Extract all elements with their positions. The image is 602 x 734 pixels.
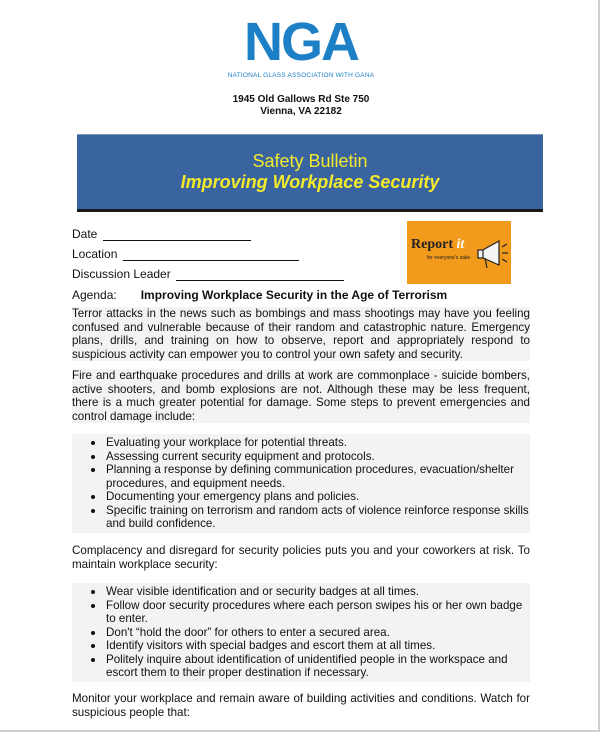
- date-label: Date: [72, 227, 98, 241]
- banner-title: Safety Bulletin: [252, 151, 368, 171]
- location-field: [72, 247, 299, 261]
- list-item: Politely inquire about identification of unidentified people in the workspace and escort them to their proper destination if necessary.: [72, 653, 530, 680]
- list-item: Documenting your emergency plans and policies.: [72, 490, 530, 504]
- safety-banner: [77, 134, 543, 212]
- security-rules-list: [72, 583, 530, 682]
- agenda-label: Agenda:: [72, 288, 117, 302]
- leader-field: [72, 267, 344, 281]
- list-item: Don't “hold the door” for others to enter a secured area.: [72, 626, 530, 640]
- address-line-1: 1945 Old Gallows Rd Ste 750: [232, 94, 370, 105]
- report-tagline: for everyone's sake: [427, 255, 471, 261]
- list-item: Wear visible identification and or security badges at all times.: [72, 585, 530, 599]
- list-item: Specific training on terrorism and random acts of violence reinforce response skills and build confidence.: [72, 504, 530, 531]
- megaphone-icon: [477, 237, 509, 271]
- list-item: Evaluating your workplace for potential threats.: [72, 436, 530, 450]
- paragraph-3: Complacency and disregard for security policies puts you and your coworkers at risk. To maintain workplace security:: [72, 544, 530, 571]
- report-word: Report it: [411, 237, 465, 252]
- logo-text: NGA: [244, 12, 358, 72]
- paragraph-2: Fire and earthquake procedures and drills at work are commonplace - suicide bombers, active shooters, and bomb explosions are not. Although these may be less frequent, there is a much greater potential for damage. Some steps to prevent emergencies and control damage include:: [72, 369, 530, 423]
- date-blank-line[interactable]: [103, 228, 251, 241]
- address-line-2: Vienna, VA 22182: [260, 106, 342, 117]
- paragraph-1: Terror attacks in the news such as bombings and mass shootings may have you feeling confused and vulnerable because of their random and catastrophic nature. Emergency plans, drills, and training on how to observe, report and appropriately respond to suspicious activity can empower you to control your own safety and security.: [72, 307, 530, 361]
- list-item: Identify visitors with special badges and escort them at all times.: [72, 639, 530, 653]
- date-field: [72, 227, 251, 241]
- list-item: Planning a response by defining communication procedures, evacuation/shelter procedures, and equipment needs.: [72, 463, 530, 490]
- leader-blank-line[interactable]: [176, 268, 344, 281]
- prevention-steps-list: [72, 434, 530, 533]
- list-item: Assessing current security equipment and protocols.: [72, 450, 530, 464]
- logo-tagline: NATIONAL GLASS ASSOCIATION WITH GANA: [227, 72, 375, 79]
- location-blank-line[interactable]: [123, 248, 299, 261]
- nga-logo: [221, 14, 381, 84]
- banner-subtitle: Improving Workplace Security: [180, 172, 440, 192]
- list-item: Follow door security procedures where each person swipes his or her own badge to enter.: [72, 599, 530, 626]
- agenda-row: [72, 288, 447, 302]
- leader-label: Discussion Leader: [72, 267, 171, 281]
- paragraph-4: Monitor your workplace and remain aware of building activities and conditions. Watch for suspicious people that:: [72, 692, 530, 719]
- agenda-value: Improving Workplace Security in the Age of Terrorism: [140, 288, 448, 302]
- location-label: Location: [72, 247, 118, 261]
- report-it-image: [407, 221, 511, 284]
